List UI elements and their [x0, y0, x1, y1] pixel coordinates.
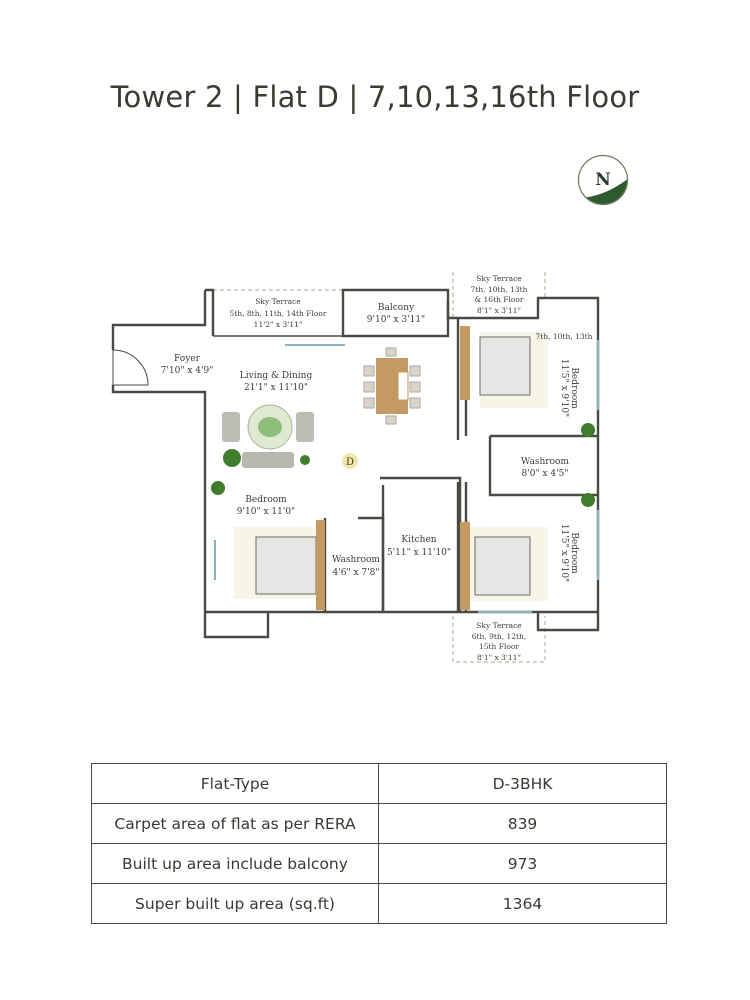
table-row: [92, 844, 667, 884]
sky-terrace-bottom-label: Sky Terrace: [476, 621, 522, 630]
table-row: [92, 804, 667, 844]
table-cell-label: Super built up area (sq.ft): [92, 884, 379, 924]
washroom-left-label: Washroom: [332, 555, 380, 565]
entry-door: [113, 350, 148, 385]
sky-terrace-bottom-floors-1: 6th, 9th, 12th,: [471, 632, 527, 641]
bedroom-left-label: Bedroom: [245, 495, 287, 505]
washroom-right-size: 8'0" x 4'5": [521, 469, 569, 479]
sky-terrace-bottom-floors-2: 15th Floor: [479, 642, 519, 651]
washroom-right-label: Washroom: [521, 457, 569, 467]
bedroom-left-size: 9'10" x 11'0": [236, 507, 296, 517]
sky-terrace-top-right-floors-2: & 16th Floor: [474, 295, 524, 304]
living-dining-label: Living & Dining: [239, 371, 313, 381]
living-dining-size: 21'1" x 11'10": [243, 383, 309, 393]
kitchen-label: Kitchen: [401, 535, 437, 545]
sky-terrace-top-left-label: Sky Terrace: [255, 297, 301, 306]
headboard-left: [316, 520, 325, 610]
headboard-top-right: [460, 326, 470, 400]
sky-terrace-bottom-size: 8'1" x 3'11": [477, 653, 521, 662]
washroom-left-size: 4'6" x 7'8": [332, 568, 380, 578]
bedroom-top-right-label: Bedroom: [569, 367, 579, 409]
table-cell-value: 1364: [379, 884, 667, 924]
table-cell-label: Flat-Type: [92, 764, 379, 804]
table-cell-value: 839: [379, 804, 667, 844]
kitchen-size: 5'11" x 11'10": [386, 548, 452, 558]
sky-terrace-top-right-size: 8'1" x 3'11": [477, 306, 521, 315]
sky-terrace-top-left-size: 11'2" x 3'11": [253, 320, 303, 329]
sky-terrace-top-left-floors: 5th, 8th, 11th, 14th Floor: [229, 309, 327, 318]
table-cell-value: 973: [379, 844, 667, 884]
mattress-left: [256, 537, 316, 594]
table-cell-label: Built up area include balcony: [92, 844, 379, 884]
bedroom-bottom-right-label: Bedroom: [569, 532, 579, 574]
bedroom-bottom-right-size: 11'5" x 9'10": [559, 523, 569, 583]
sky-terrace-top-right-label: Sky Terrace: [476, 274, 522, 283]
area-table: [91, 763, 667, 924]
foyer-size: 7'10" x 4'9": [160, 366, 214, 376]
balcony-label: Balcony: [377, 303, 415, 313]
foyer-label: Foyer: [174, 354, 200, 364]
table-row: [92, 764, 667, 804]
mattress-top-right: [480, 337, 530, 395]
table-row: [92, 884, 667, 924]
bedroom-top-right-floor-note: 7th, 10th, 13th: [535, 332, 593, 341]
headboard-bottom-right: [460, 522, 470, 610]
compass-letter: N: [595, 170, 611, 190]
mattress-bottom-right: [475, 537, 530, 595]
balcony-size: 9'10" x 3'11": [366, 315, 426, 325]
living-set: [222, 405, 314, 468]
page-title: Tower 2 | Flat D | 7,10,13,16th Floor: [110, 80, 640, 114]
unit-marker-label: D: [345, 457, 355, 468]
bedroom-top-right-size: 11'5" x 9'10": [559, 358, 569, 418]
sky-terrace-top-right-floors-1: 7th, 10th, 13th: [470, 285, 528, 294]
table-cell-label: Carpet area of flat as per RERA: [92, 804, 379, 844]
table-cell-value: D-3BHK: [379, 764, 667, 804]
